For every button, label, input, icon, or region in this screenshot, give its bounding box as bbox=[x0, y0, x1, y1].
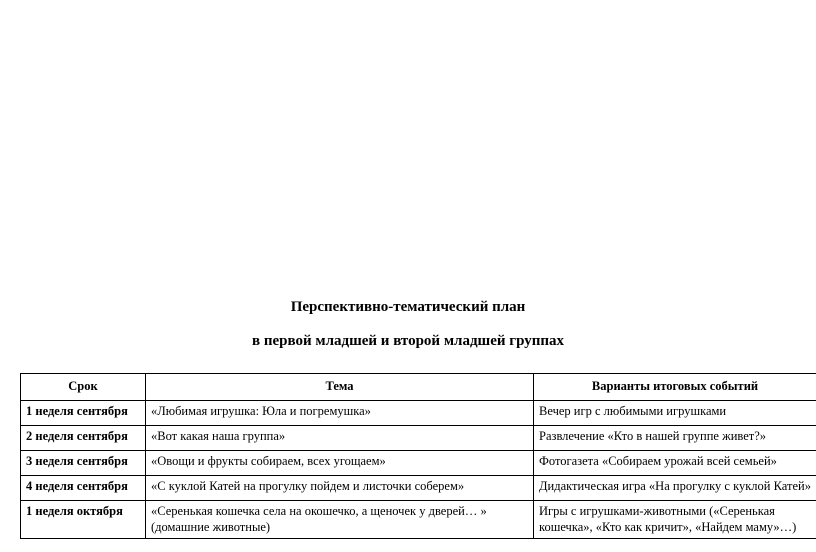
cell-theme: «Овощи и фрукты собираем, всех угощаем» bbox=[146, 451, 534, 476]
cell-theme: «С куклой Катей на прогулку пойдем и листочки соберем» bbox=[146, 476, 534, 501]
cell-term: 2 неделя сентября bbox=[21, 426, 146, 451]
table-row bbox=[21, 451, 816, 476]
page-title: Перспективно-тематический план bbox=[290, 299, 526, 315]
cell-theme: «Серенькая кошечка села на окошечко, а щеночек у дверей… » (домашние животные) bbox=[146, 501, 534, 539]
cell-event: Фотогазета «Собираем урожай всей семьей» bbox=[534, 451, 816, 476]
table-row bbox=[21, 476, 816, 501]
cell-theme: «Любимая игрушка: Юла и погремушка» bbox=[146, 401, 534, 426]
column-header-event: Варианты итоговых событий bbox=[534, 374, 816, 401]
table-row bbox=[21, 401, 816, 426]
column-header-theme: Тема bbox=[146, 374, 534, 401]
cell-theme: «Вот какая наша группа» bbox=[146, 426, 534, 451]
cell-event: Игры с игрушками-животными («Серенькая кошечка», «Кто как кричит», «Найдем маму»…) bbox=[534, 501, 816, 539]
table-row bbox=[21, 426, 816, 451]
plan-table bbox=[20, 373, 816, 539]
cell-term: 1 неделя октября bbox=[21, 501, 146, 539]
table-header-row bbox=[21, 374, 816, 401]
cell-term: 1 неделя сентября bbox=[21, 401, 146, 426]
page-subtitle: в первой младшей и второй младшей группах bbox=[251, 333, 565, 349]
cell-term: 3 неделя сентября bbox=[21, 451, 146, 476]
cell-term: 4 неделя сентября bbox=[21, 476, 146, 501]
column-header-term: Срок bbox=[21, 374, 146, 401]
cell-event: Развлечение «Кто в нашей группе живет?» bbox=[534, 426, 816, 451]
cell-event: Дидактическая игра «На прогулку с куклой Катей» bbox=[534, 476, 816, 501]
table-row bbox=[21, 501, 816, 539]
cell-event: Вечер игр с любимыми игрушками bbox=[534, 401, 816, 426]
